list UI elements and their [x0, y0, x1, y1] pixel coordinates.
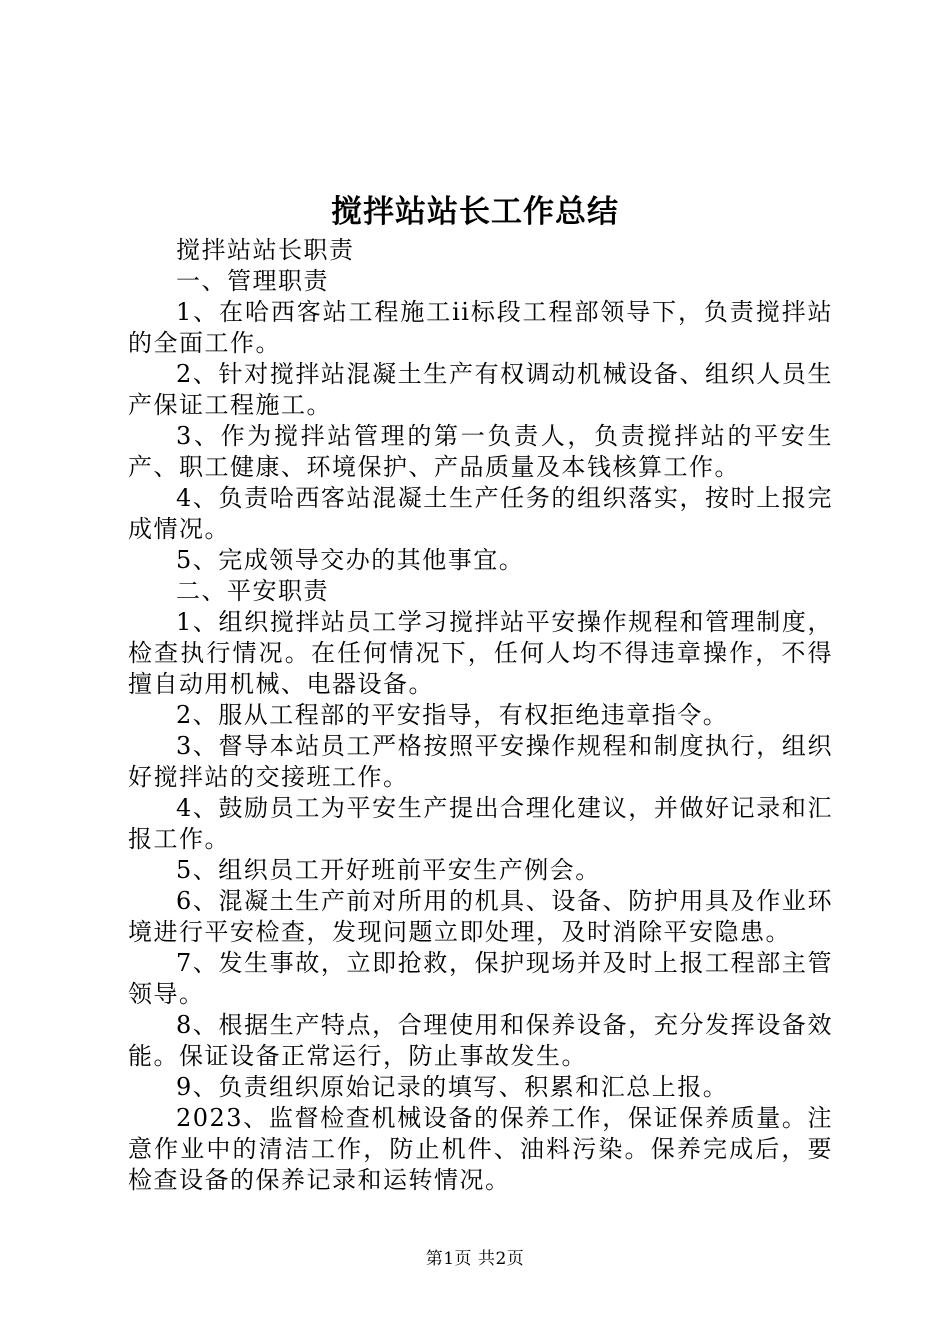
paragraph: 9、负责组织原始记录的填写、积累和汇总上报。: [176, 1073, 729, 1101]
paragraph: 2、针对搅拌站混凝土生产有权调动机械设备、组织人员生产保证工程施工。: [128, 360, 833, 419]
paragraph: 4、负责哈西客站混凝土生产任务的组织落实，按时上报完成情况。: [128, 484, 833, 543]
paragraph: 3、作为搅拌站管理的第一负责人，负责搅拌站的平安生产、职工健康、环境保护、产品质量及本钱核算工作。: [128, 422, 833, 481]
paragraph: 7、发生事故，立即抢救，保护现场并及时上报工程部主管领导。: [128, 949, 833, 1008]
page-footer: 第1页 共2页: [425, 1249, 525, 1269]
paragraph: 2023、监督检查机械设备的保养工作，保证保养质量。注意作业中的清洁工作，防止机件、油料污染。保养完成后，要检查设备的保养记录和运转情况。: [128, 1104, 833, 1194]
section-heading: 搅拌站站长职责: [176, 236, 355, 264]
paragraph: 4、鼓励员工为平安生产提出合理化建议，并做好记录和汇报工作。: [128, 794, 833, 853]
subsection-heading: 二、平安职责: [176, 577, 329, 605]
paragraph: 1、组织搅拌站员工学习搅拌站平安操作规程和管理制度，检查执行情况。在任何情况下，任何人均不得违章操作，不得擅自动用机械、电器设备。: [128, 608, 833, 698]
paragraph: 5、完成领导交办的其他事宜。: [176, 546, 525, 574]
paragraph: 1、在哈西客站工程施工ii标段工程部领导下，负责搅拌站的全面工作。: [128, 298, 833, 357]
paragraph: 3、督导本站员工严格按照平安操作规程和制度执行，组织好搅拌站的交接班工作。: [128, 732, 833, 791]
paragraph: 6、混凝土生产前对所用的机具、设备、防护用具及作业环境进行平安检查，发现问题立即处理，及时消除平安隐患。: [128, 887, 833, 946]
subsection-heading: 一、管理职责: [176, 267, 329, 295]
document-body: [128, 235, 833, 1196]
paragraph: 2、服从工程部的平安指导，有权拒绝违章指令。: [176, 701, 729, 729]
paragraph: 5、组织员工开好班前平安生产例会。: [176, 856, 601, 884]
document-title: 搅拌站站长工作总结: [331, 194, 619, 230]
paragraph: 8、根据生产特点，合理使用和保养设备，充分发挥设备效能。保证设备正常运行，防止事故发生。: [128, 1011, 833, 1070]
